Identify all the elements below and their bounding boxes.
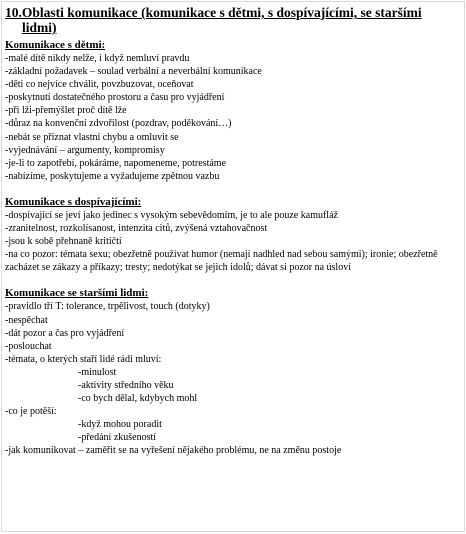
section-heading: Komunikace s dětmi:: [5, 39, 106, 51]
list-item: -nabízíme, poskytujeme a vyžadujeme zpětnou vazbu: [5, 170, 220, 182]
list-item: -pravidlo tří T: tolerance, trpělivost, touch (dotyky): [5, 301, 210, 313]
list-item: -co je potěší:: [5, 406, 57, 418]
list-item: -vyjednávání – argumenty, kompromisy: [5, 144, 165, 156]
list-item: -poslouchat: [5, 340, 52, 352]
list-item: -poskytnutí dostatečného prostoru a času pro vyjádření: [5, 92, 225, 104]
list-item: -důraz na konvenční zdvořilost (pozdrav, poděkování…): [5, 118, 232, 130]
title-line-2: lidmi): [22, 20, 57, 35]
list-item: -děti co nejvíce chválit, povzbuzovat, oceňovat: [5, 79, 194, 91]
sub-list-item: -předání zkušeností: [78, 432, 157, 444]
list-item: -jak komunikovat – zaměřit se na vyřešení nějakého problému, ne na změnu postoje: [5, 445, 342, 457]
sub-list-item: -aktivity středního věku: [78, 379, 174, 391]
section-elderly: [5, 287, 462, 457]
list-item: -na co pozor: témata sexu; obezřetně používat humor (nemají nadhled nad sebou samými); ironie; obezřetně zacházet se zákazy a příkazy; tresty; nedotýkat se jejich idolů; dávat si pozor na úsloví: [5, 249, 438, 274]
sub-list-item: -co bych dělal, kdybych mohl: [78, 393, 198, 405]
document-content: [5, 5, 462, 458]
title-number: 10.: [5, 5, 22, 20]
list-item: -témata, o kterých staří lidé rádi mluví:: [5, 353, 162, 365]
sub-list-item: -když mohou poradit: [78, 419, 162, 431]
list-item: -je-li to zapotřebí, pokáráme, napomeneme, potrestáme: [5, 157, 227, 169]
list-item: -malé dítě nikdy nelže, i když nemluví pravdu: [5, 53, 190, 64]
list-item: -nebát se přiznat vlastní chybu a omluvit se: [5, 131, 179, 143]
document-page: [1, 1, 465, 532]
section-teenagers: [5, 196, 462, 274]
list-item: -základní požadavek – soulad verbální a neverbální komunikace: [5, 66, 262, 78]
section-heading: Komunikace se staršími lidmi:: [5, 287, 149, 300]
list-item: -dospívající se jeví jako jedinec s vysokým sebevědomím, je to ale pouze kamufláž: [5, 209, 338, 221]
section-heading: Komunikace s dospívajícími:: [5, 195, 142, 208]
list-item: -při lži-přemýšlet proč dítě lže: [5, 105, 127, 117]
list-item: -jsou k sobě přehnaně kritičtí: [5, 236, 122, 248]
section-children: [5, 39, 462, 183]
list-item: -zranitelnost, rozkolísanost, intenzita citů, zvýšená vztahovačnost: [5, 223, 268, 235]
title-line-1: Oblasti komunikace (komunikace s dětmi, s dospívajícími, se staršími: [21, 5, 422, 20]
sub-list-item: -minulost: [78, 366, 117, 378]
list-item: -dát pozor a čas pro vyjádření: [5, 327, 125, 339]
list-item: -nespěchat: [5, 314, 48, 326]
document-title: [5, 5, 462, 35]
